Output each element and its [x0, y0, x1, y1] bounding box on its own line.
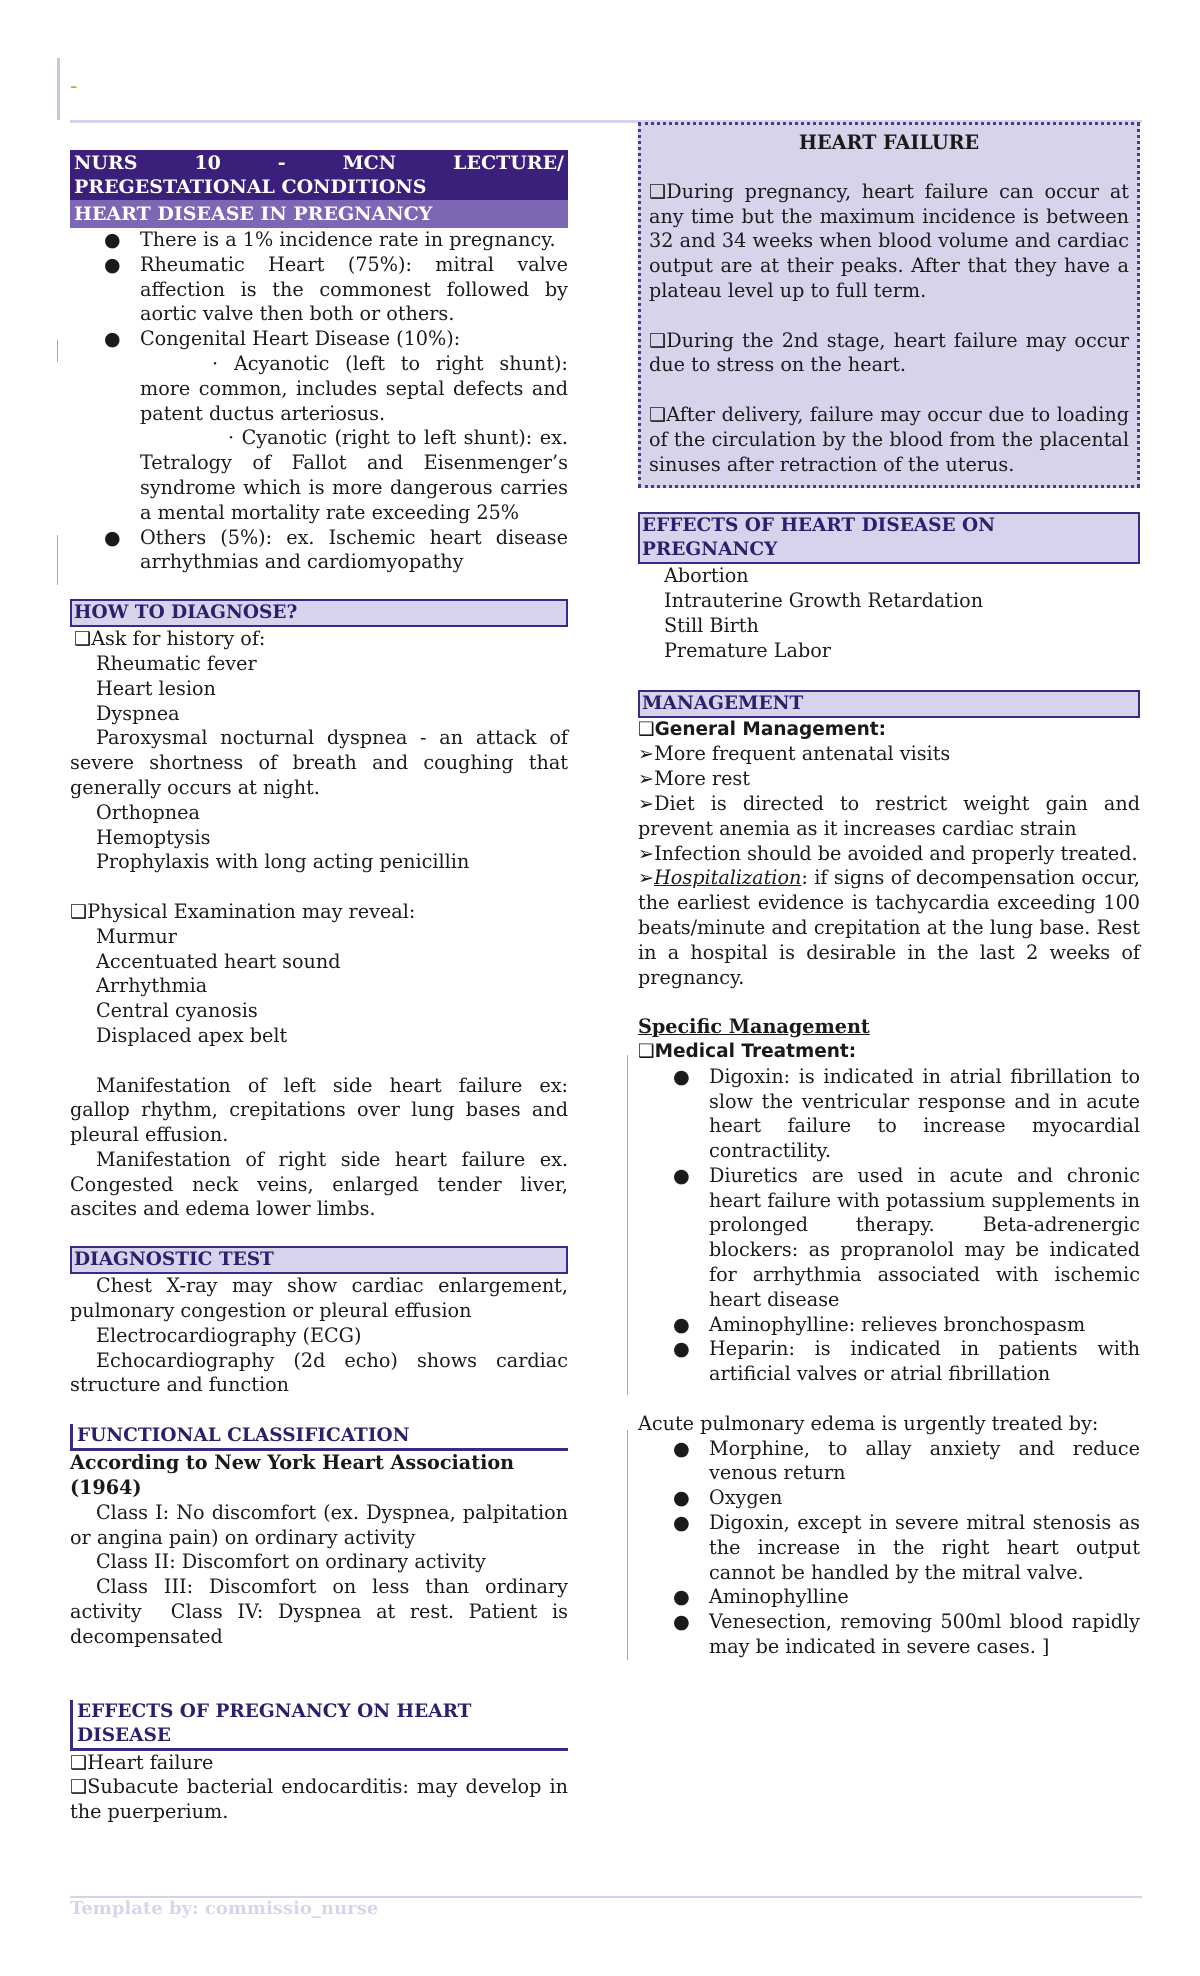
margin-line: [57, 535, 58, 585]
right-failure-text: Manifestation of right side heart failure ex. Congested neck veins, enlarged tender liver, ascites and edema lower limbs.: [70, 1147, 568, 1221]
general-item: ➢More frequent antenatal visits: [638, 742, 951, 766]
medical-treatment-label: ❑Medical Treatment:: [638, 1040, 857, 1062]
exam-item: Accentuated heart sound: [96, 949, 341, 973]
list-item: ● Diuretics are used in acute and chronic heart failure with potassium supplements in prolonged therapy. Beta-adrenergic blockers: as propranolol may be indicated for arrhythmia associated with ischemic heart disease: [673, 1163, 1140, 1311]
footer-credit: Template by: commissio_nurse: [70, 1898, 379, 1919]
list-item: ● Digoxin, except in severe mitral stenosis as the increase in the right heart output cannot be handled by the mitral valve.: [673, 1511, 1140, 1584]
heart-failure-box: [638, 122, 1140, 488]
section-heading-management: MANAGEMENT: [638, 690, 1140, 718]
margin-line: [57, 340, 58, 362]
effects-pregnancy-item: ❑Heart failure: [70, 1750, 214, 1774]
medical-treatment-list: [638, 1065, 1140, 1387]
exam-item: Arrhythmia: [96, 974, 208, 998]
list-item: ● Oxygen: [673, 1486, 783, 1510]
hospitalization-label: Hospitalization: [654, 866, 802, 890]
acyanotic-text: · Acyanotic (left to right shunt): more common, includes septal defects and patent ductus arteriosus.: [140, 351, 568, 425]
list-item: ● Others (5%): ex. Ischemic heart disease arrhythmias and cardiomyopathy: [104, 525, 568, 574]
left-column: [70, 150, 575, 1825]
margin-line: [627, 1055, 628, 1395]
list-item: ● Aminophylline: [673, 1585, 849, 1609]
functional-subheading: According to New York Heart Association (1964): [70, 1451, 515, 1500]
general-item: ➢More rest: [638, 767, 750, 791]
general-item: ➢Infection should be avoided and properly treated.: [638, 841, 1138, 865]
header-bar: [57, 58, 60, 120]
exam-item: Central cyanosis: [96, 999, 258, 1023]
ecg-text: Electrocardiography (ECG): [96, 1323, 362, 1347]
class-2-text: Class II: Discomfort on ordinary activity: [96, 1550, 486, 1574]
heart-failure-para: ❑During the 2nd stage, heart failure may occur due to stress on the heart.: [649, 328, 1129, 377]
history-item: Dyspnea: [96, 701, 180, 725]
list-item: ● Congenital Heart Disease (10%): · Acyanotic (left to right shunt): more common, includes septal defects and patent ductus arteriosus. · Cyanotic (right to left shunt): ex. Tetralogy of Fallot and Eisenmenger’s syndrome which is more dangerous carries a mental mortality rate exceeding 25%: [104, 327, 568, 524]
class-3-4-text: Class III: Discomfort on less than ordinary activity Class IV: Dyspnea at rest. Patient is decompensated: [70, 1575, 575, 1648]
echo-text: Echocardiography (2d echo) shows cardiac structure and function: [70, 1348, 568, 1397]
class-1-text: Class I: No discomfort (ex. Dyspnea, palpitation or angina pain) on ordinary activity: [70, 1500, 568, 1549]
exam-item: Displaced apex belt: [96, 1023, 288, 1047]
section-heading-effects-heart: EFFECTS OF HEART DISEASE ON PREGNANCY: [638, 512, 1140, 564]
left-failure-text: Manifestation of left side heart failure ex: gallop rhythm, crepitations over lung bases and pleural effusion.: [70, 1073, 568, 1147]
margin-line: [627, 1430, 628, 1660]
section-heading-diagnose: HOW TO DIAGNOSE?: [70, 599, 568, 627]
exam-item: Murmur: [96, 924, 177, 948]
section-heading-functional: FUNCTIONAL CLASSIFICATION: [70, 1424, 568, 1451]
xray-text: Chest X-ray may show cardiac enlargement, pulmonary congestion or pleural effusion: [70, 1274, 568, 1323]
history-item: Orthopnea: [96, 800, 200, 824]
edema-list: [638, 1437, 1140, 1660]
general-management-label: ❑General Management:: [638, 718, 886, 740]
specific-management-label: Specific Management: [638, 1015, 870, 1039]
general-item: ➢Diet is directed to restrict weight gain and prevent anemia as it increases cardiac strain: [638, 791, 1140, 840]
history-label: ❑Ask for history of:: [74, 627, 266, 651]
heart-failure-para: ❑During pregnancy, heart failure can occur at any time but the maximum incidence is between 32 and 34 weeks when blood volume and cardiac output are at their peaks. After that they have a plateau level up to full term.: [649, 179, 1129, 302]
heart-failure-heading: HEART FAILURE: [798, 131, 980, 154]
section-heading-heart-disease: HEART DISEASE IN PREGNANCY: [70, 200, 568, 228]
history-item: Rheumatic fever: [96, 651, 257, 675]
history-item: Prophylaxis with long acting penicillin: [96, 850, 470, 874]
hospitalization-text: ➢Hospitalization: if signs of decompensation occur, the earliest evidence is tachycardia exceeding 100 beats/minute and crepitation at the lung base. Rest in a hospital is desirable in the last 2 weeks of pregnancy.: [638, 866, 1140, 989]
list-item: ● Rheumatic Heart (75%): mitral valve affection is the commonest followed by aortic valve then both or others.: [104, 252, 568, 326]
effects-heart-item: Premature Labor: [664, 638, 831, 662]
right-column: [638, 122, 1140, 1660]
exam-label: ❑Physical Examination may reveal:: [70, 899, 416, 923]
history-item: Hemoptysis: [96, 825, 211, 849]
edema-label: Acute pulmonary edema is urgently treated by:: [638, 1411, 1099, 1435]
list-item: ● Heparin: is indicated in patients with artificial valves or atrial fibrillation: [673, 1337, 1140, 1386]
effects-pregnancy-item: ❑Subacute bacterial endocarditis: may develop in the puerperium.: [70, 1775, 568, 1824]
list-item: ● Digoxin: is indicated in atrial fibrillation to slow the ventricular response and in acute heart failure to increase myocardial contractility.: [673, 1064, 1140, 1163]
section-heading-effects-pregnancy: EFFECTS OF PREGNANCY ON HEART DISEASE: [70, 1700, 568, 1751]
cyanotic-text: · Cyanotic (right to left shunt): ex. Tetralogy of Fallot and Eisenmenger’s syndrome which is more dangerous carries a mental mortality rate exceeding 25%: [140, 426, 568, 524]
effects-heart-item: Abortion: [664, 564, 749, 588]
list-item: ● Morphine, to allay anxiety and reduce venous return: [673, 1436, 1140, 1485]
effects-heart-item: Still Birth: [664, 613, 759, 637]
list-item: ● There is a 1% incidence rate in pregnancy.: [104, 228, 556, 251]
document-title: NURS 10 - MCN LECTURE/ PREGESTATIONAL CONDITIONS: [70, 150, 568, 200]
section-heading-diagnostic-test: DIAGNOSTIC TEST: [70, 1246, 568, 1274]
list-item: ● Aminophylline: relieves bronchospasm: [673, 1312, 1086, 1336]
pnd-text: Paroxysmal nocturnal dyspnea - an attack of severe shortness of breath and coughing that generally occurs at night.: [70, 726, 568, 799]
history-item: Heart lesion: [96, 676, 216, 700]
heart-disease-list: [70, 228, 568, 575]
effects-heart-item: Intrauterine Growth Retardation: [664, 589, 984, 613]
header-dash: -: [70, 74, 78, 99]
heart-failure-para: ❑After delivery, failure may occur due to loading of the circulation by the blood from the placental sinuses after retraction of the uterus.: [649, 402, 1129, 476]
list-item: ● Venesection, removing 500ml blood rapidly may be indicated in severe cases. ]: [673, 1610, 1140, 1659]
